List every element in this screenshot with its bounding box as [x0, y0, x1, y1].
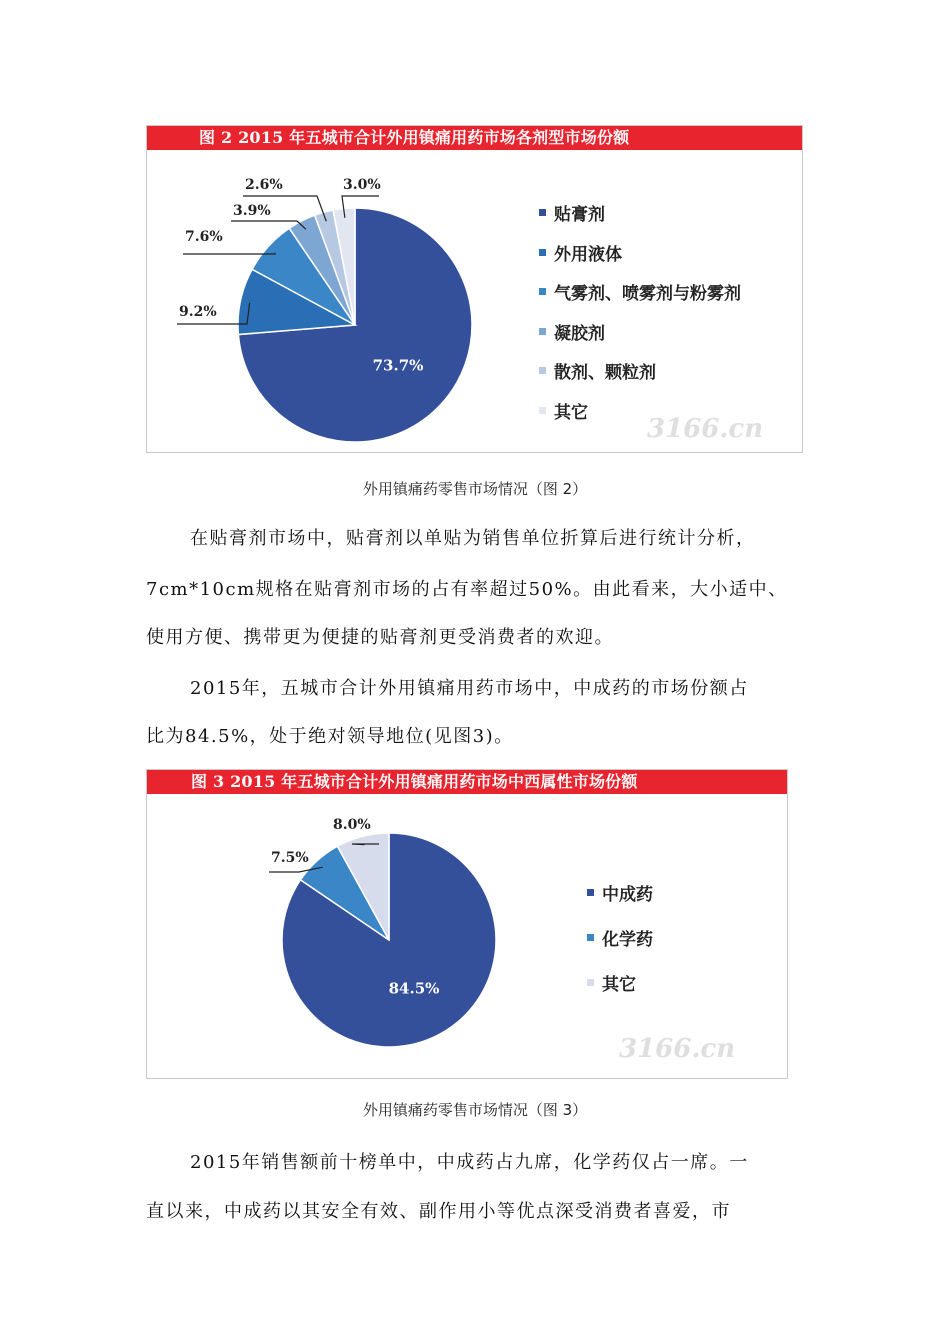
figure-2-title: 图 2 2015 年五城市合计外用镇痛用药市场各剂型市场份额	[147, 126, 802, 150]
figure-2-leader-line-2	[183, 253, 275, 254]
figure-2	[146, 125, 803, 453]
figure-2-data-label-5: 3.0%	[343, 177, 381, 193]
figure-2-legend-label-0: 贴膏剂	[554, 205, 605, 225]
figure-3-title: 图 3 2015 年五城市合计外用镇痛用药市场中西属性市场份额	[147, 770, 787, 794]
figure-2-legend-swatch-4	[539, 367, 546, 374]
figure-2-data-label-3: 3.9%	[233, 203, 271, 219]
figure-3-legend-item-0	[587, 880, 653, 905]
figure-2-watermark: 3166.cn	[647, 414, 764, 444]
figure-2-legend-item-1	[539, 240, 622, 265]
figure-2-legend-item-3	[539, 319, 605, 344]
figure-2-legend-swatch-5	[539, 407, 546, 414]
figure-2-legend-label-3: 凝胶剂	[554, 323, 605, 344]
figure-3	[146, 769, 788, 1079]
figure-2-legend-item-0	[539, 200, 605, 225]
figure-3-legend-item-1	[587, 925, 653, 950]
paragraph-3-line-1: 2015年销售额前十榜单中，中成药占九席，化学药仅占一席。一	[190, 1152, 749, 1173]
figure-2-data-label-2: 7.6%	[185, 229, 223, 245]
figure-2-legend-item-2	[539, 279, 741, 304]
figure-2-caption: 外用镇痛药零售市场情况（图 2）	[362, 480, 588, 498]
figure-3-legend-label-0: 中成药	[602, 885, 653, 905]
figure-2-legend-label-4: 散剂、颗粒剂	[554, 363, 656, 383]
paragraph-3-line-2: 直以来，中成药以其安全有效、副作用小等优点深受消费者喜爱，市	[146, 1201, 731, 1222]
figure-3-watermark: 3166.cn	[619, 1034, 736, 1064]
figure-3-data-label-2: 8.0%	[333, 817, 371, 833]
figure-3-legend-label-1: 化学药	[602, 930, 653, 950]
figure-3-legend-swatch-1	[587, 934, 594, 941]
figure-2-legend-item-4	[539, 358, 656, 383]
figure-3-legend-swatch-2	[587, 979, 594, 986]
figure-2-data-label-1: 9.2%	[179, 304, 217, 320]
paragraph-1-line-1: 在贴膏剂市场中，贴膏剂以单贴为销售单位折算后进行统计分析，	[190, 528, 756, 549]
figure-2-legend-swatch-0	[539, 209, 546, 216]
figure-3-caption: 外用镇痛药零售市场情况（图 3）	[362, 1101, 588, 1119]
paragraph-2-line-1: 2015年，五城市合计外用镇痛用药市场中，中成药的市场份额占	[190, 678, 749, 699]
figure-2-legend-swatch-1	[539, 249, 546, 256]
figure-3-data-label-1: 7.5%	[271, 850, 309, 866]
figure-3-legend-swatch-0	[587, 889, 594, 896]
figure-3-pie-chart	[147, 770, 787, 1078]
figure-2-legend-label-1: 外用液体	[554, 244, 622, 265]
figure-2-data-label-4: 2.6%	[245, 177, 283, 193]
figure-2-legend-item-5	[539, 398, 588, 423]
figure-2-legend-label-5: 其它	[554, 402, 588, 423]
figure-2-data-label-0: 73.7%	[372, 356, 424, 375]
figure-3-data-label-0: 84.5%	[388, 979, 440, 998]
paragraph-1-line-2: 7cm*10cm规格在贴膏剂市场的占有率超过50%。由此看来，大小适中、	[146, 579, 788, 600]
figure-3-legend-label-2: 其它	[602, 975, 636, 995]
figure-3-legend-item-2	[587, 970, 636, 995]
paragraph-2-line-2: 比为84.5%，处于绝对领导地位(见图3)。	[146, 726, 514, 747]
figure-3-leader-line-2	[352, 844, 379, 845]
paragraph-1-line-3: 使用方便、携带更为便捷的贴膏剂更受消费者的欢迎。	[146, 627, 614, 648]
figure-2-legend-label-2: 气雾剂、喷雾剂与粉雾剂	[554, 284, 741, 304]
figure-2-legend-swatch-3	[539, 328, 546, 335]
figure-2-legend-swatch-2	[539, 288, 546, 295]
